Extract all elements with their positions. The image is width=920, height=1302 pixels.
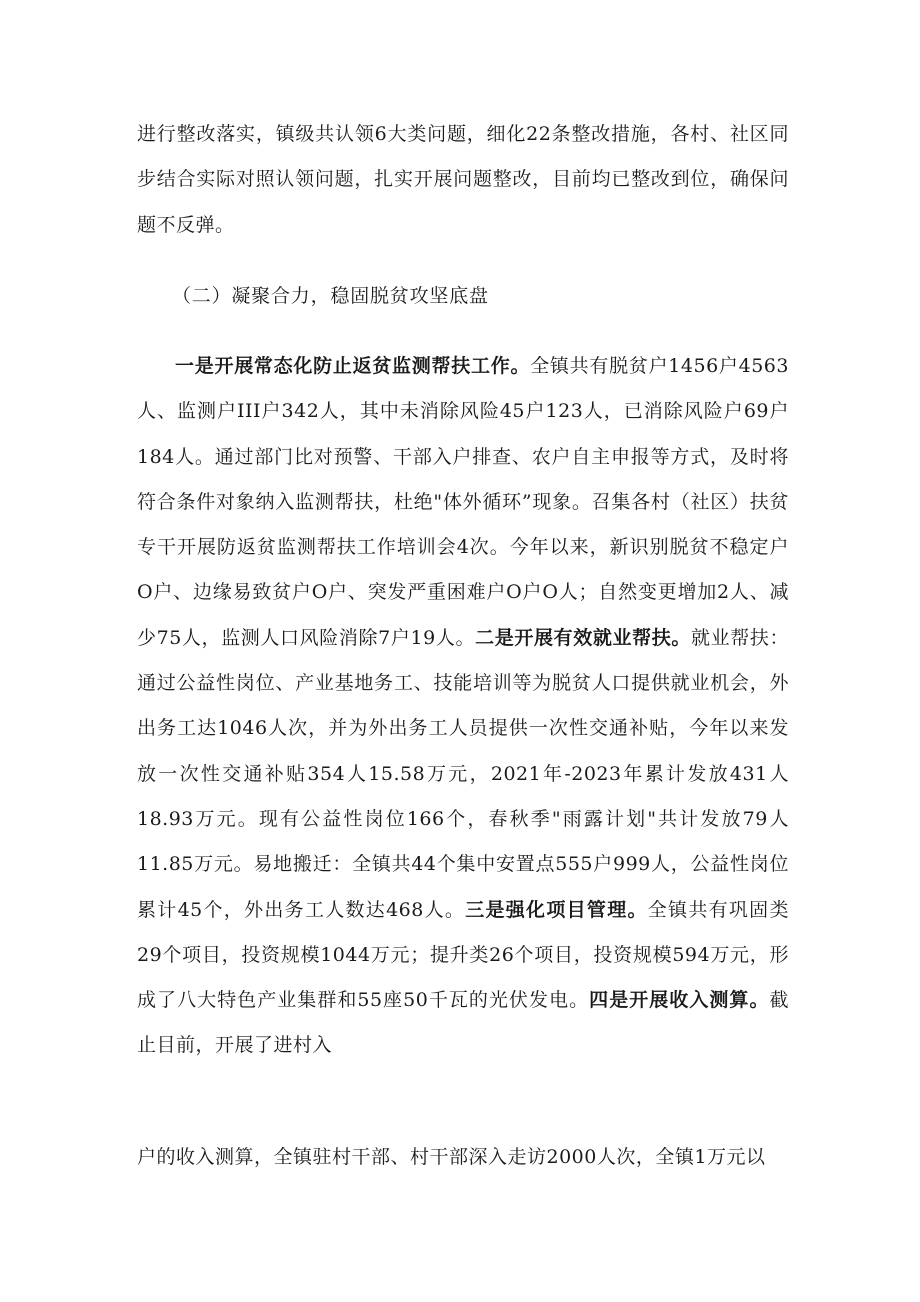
text-projects: 全镇共有巩固类29个项目，投资规模1044万元；提升类26个项目，投资规模594万元，形成了八大特色产业集群和55座50千瓦的光伏发电。 [137,898,789,1012]
text-employment: 就业帮扶：通过公益性岗位、产业基地务工、技能培训等为脱贫人口提供就业机会，外出务工达1046人次，并为外出务工人员提供一次性交通补贴，今年以来发放一次性交通补贴354人15.58万元，2021年-2023年累计发放431人18.93万元。现有公益性岗位166个，春秋季"雨露计划"共计发放79人11.85万元。易地搬迁：全镇共44个集中安置点555户999人，公益性岗位累计45个，外出务工人数达468人。 [137,626,789,921]
paragraph-rectification: 进行整改落实，镇级共认领6大类问题，细化22条整改措施，各村、社区同步结合实际对照认领问题，扎实开展问题整改，目前均已整改到位，确保问题不反弹。 [137,123,789,236]
lead-employment: 二是开展有效就业帮扶。 [475,626,691,649]
section-heading: （二）凝聚合力，稳固脱贫攻坚底盘 [172,285,489,307]
text-income: 截止目前，开展了进村入 [137,989,789,1057]
paragraph-poverty-consolidation [137,344,789,1069]
paragraph-income-continued: 户的收入测算，全镇驻村干部、村干部深入走访2000人次，全镇1万元以 [137,1146,766,1168]
lead-monitoring: 一是开展常态化防止返贫监测帮扶工作。 [175,355,531,377]
lead-projects: 三是强化项目管理。 [465,898,648,921]
text-monitoring: 全镇共有脱贫户1456户4563人、监测户III户342人，其中未消除风险45户123人，已消除风险户69户184人。通过部门比对预警、干部入户排查、农户自主申报等方式，及时将符合条件对象纳入监测帮扶，杜绝"体外循环”现象。召集各村（社区）扶贫专干开展防返贫监测帮扶工作培训会4次。今年以来，新识别脱贫不稳定户O户、边缘易致贫户O户、突发严重困难户O户O人；自然变更增加2人、减少75人，监测人口风险消除7户19人。 [137,355,789,649]
lead-income: 四是开展收入测算。 [589,989,770,1012]
